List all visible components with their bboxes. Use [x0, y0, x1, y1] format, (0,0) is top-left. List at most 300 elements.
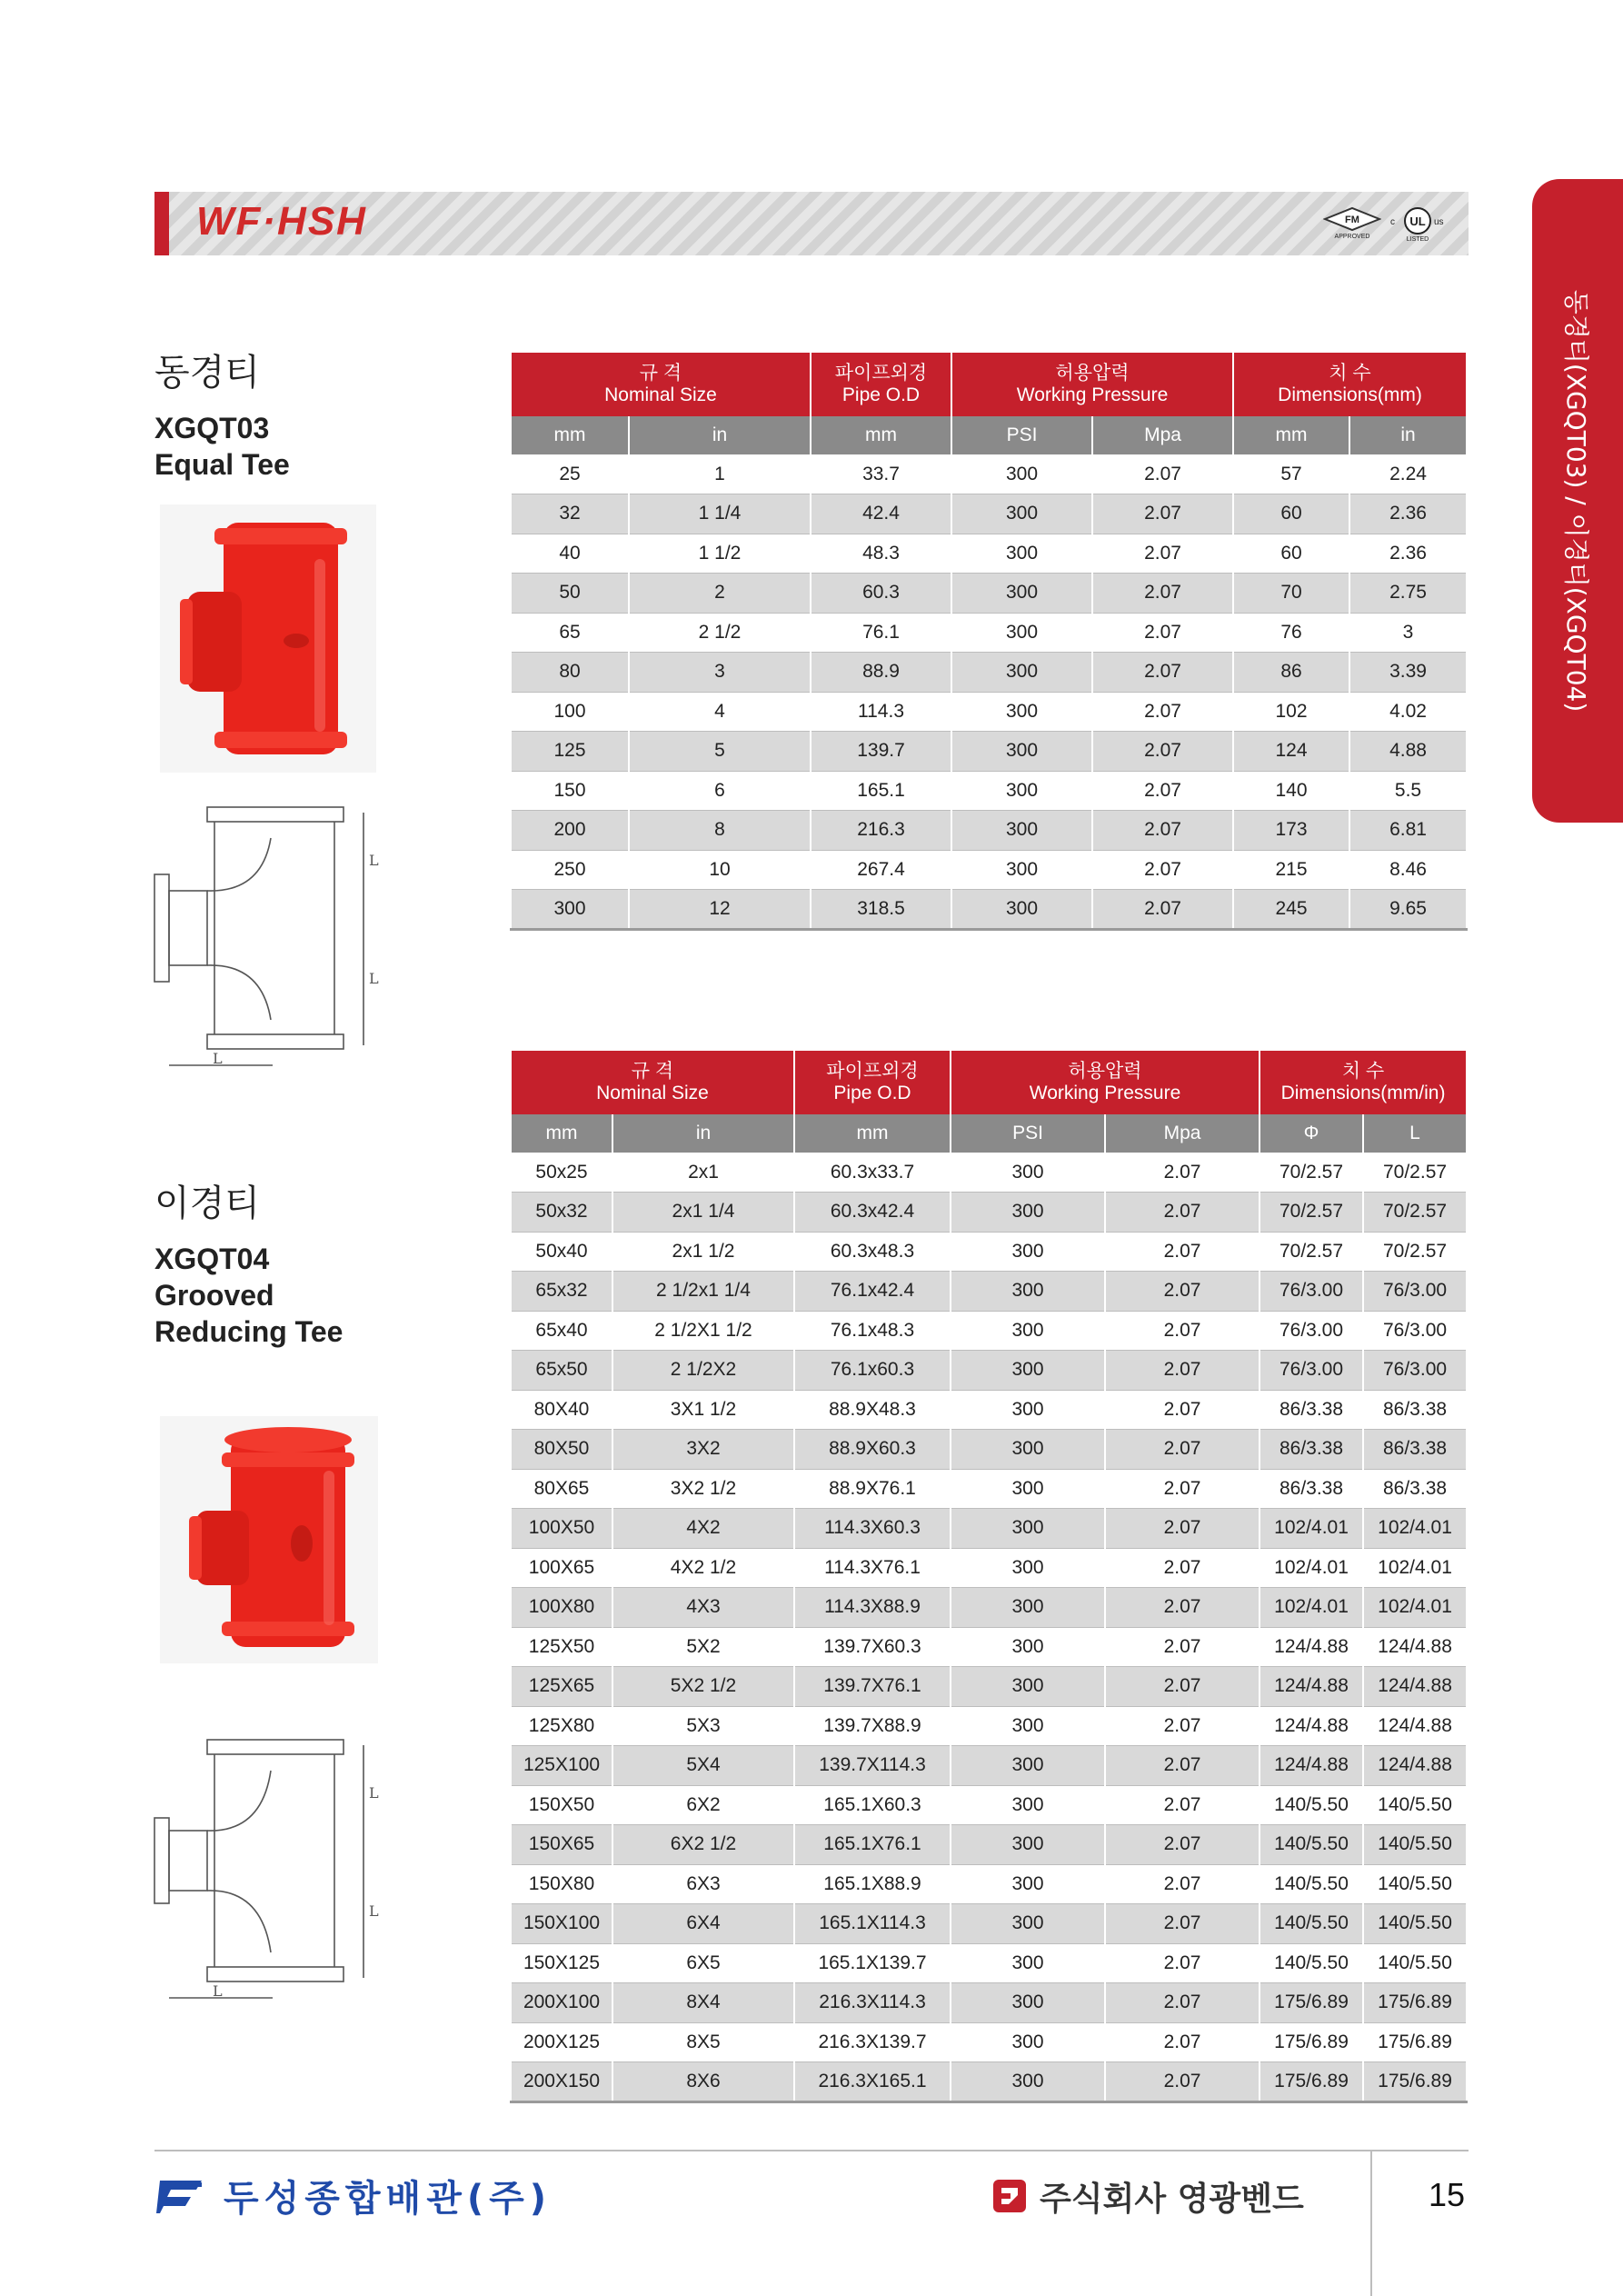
table-cell: 65x40 [511, 1311, 612, 1351]
table-cell: 2.07 [1105, 1667, 1260, 1707]
table-cell: 76.1x48.3 [794, 1311, 951, 1351]
table-cell: 50 [511, 574, 629, 614]
table-group-header: 규 격 Nominal Size [511, 353, 811, 416]
column-header: in [612, 1114, 794, 1153]
table-cell: 165.1X88.9 [794, 1864, 951, 1904]
equal-tee-name: Equal Tee [154, 448, 290, 481]
table-row [511, 494, 1467, 534]
table-cell: 150X65 [511, 1825, 612, 1865]
table-cell: 165.1X139.7 [794, 1943, 951, 1983]
table-cell: 88.9X76.1 [794, 1469, 951, 1509]
table-cell: 1 1/4 [629, 494, 811, 534]
table-group-header: 파이프외경 Pipe O.D [794, 1051, 951, 1114]
reducing-tee-title-kr: 이경티 [154, 1183, 260, 1224]
table-cell: 6X4 [612, 1904, 794, 1944]
table-cell: 32 [511, 494, 629, 534]
table-row [511, 1430, 1467, 1470]
table-cell: 102/4.01 [1260, 1548, 1363, 1588]
table-row [511, 1272, 1467, 1312]
table-cell: 6X3 [612, 1864, 794, 1904]
table-cell: 300 [951, 454, 1092, 494]
table-cell: 80X65 [511, 1469, 612, 1509]
table-cell: 5X2 [612, 1627, 794, 1667]
table-cell: 40 [511, 534, 629, 574]
table-cell: 175/6.89 [1363, 2062, 1467, 2102]
table-cell: 5X2 1/2 [612, 1667, 794, 1707]
table-cell: 4.88 [1349, 732, 1467, 772]
equal-tee-title-kr: 동경티 [154, 352, 260, 394]
reducing-tee-name-line2: Reducing Tee [154, 1315, 344, 1348]
table-cell: 150 [511, 771, 629, 811]
table-cell: 102/4.01 [1363, 1588, 1467, 1628]
table-cell: 5 [629, 732, 811, 772]
svg-text:L: L [369, 1784, 379, 1802]
column-header: Mpa [1105, 1114, 1260, 1153]
table-cell: 216.3X114.3 [794, 1983, 951, 2023]
table-cell: 140/5.50 [1260, 1825, 1363, 1865]
table-cell: 2.07 [1092, 811, 1233, 851]
table-cell: 1 [629, 454, 811, 494]
table-cell: 300 [951, 1785, 1105, 1825]
table-cell: 8X5 [612, 2022, 794, 2062]
table-cell: 2.07 [1105, 1430, 1260, 1470]
table-cell: 80 [511, 653, 629, 693]
table-cell: 2.07 [1105, 1746, 1260, 1786]
table-cell: 2.24 [1349, 454, 1467, 494]
table-cell: 165.1X114.3 [794, 1904, 951, 1944]
table-cell: 70/2.57 [1260, 1193, 1363, 1233]
svg-text:us: us [1434, 217, 1444, 227]
table-cell: 2.07 [1105, 1785, 1260, 1825]
table-cell: 300 [951, 653, 1092, 693]
table-cell: 300 [951, 850, 1092, 890]
table-cell: 8X6 [612, 2062, 794, 2102]
table-cell: 300 [951, 771, 1092, 811]
svg-text:L: L [213, 1982, 223, 2000]
dusung-logo-icon [154, 2173, 207, 2217]
table-row [511, 1548, 1467, 1588]
table-cell: 5X3 [612, 1706, 794, 1746]
table-cell: 48.3 [811, 534, 951, 574]
table-cell: 42.4 [811, 494, 951, 534]
svg-text:LISTED: LISTED [1406, 236, 1429, 243]
table-cell: 50x40 [511, 1232, 612, 1272]
table-cell: 215 [1233, 850, 1349, 890]
table-cell: 150X50 [511, 1785, 612, 1825]
table-cell: 88.9X60.3 [794, 1430, 951, 1470]
table-cell: 300 [951, 1746, 1105, 1786]
equal-tee-drawing [153, 802, 391, 1080]
table-group-header: 허용압력 Working Pressure [951, 353, 1233, 416]
table-cell: 2.07 [1105, 1351, 1260, 1391]
equal-tee-spec-table [510, 353, 1468, 931]
table-cell: 102/4.01 [1363, 1509, 1467, 1549]
footer-left-company [154, 2168, 552, 2222]
table-cell: 165.1 [811, 771, 951, 811]
table-cell: 140/5.50 [1260, 1943, 1363, 1983]
table-cell: 2.07 [1105, 2062, 1260, 2102]
table-row [511, 1469, 1467, 1509]
svg-text:L: L [369, 852, 379, 869]
table-cell: 65x32 [511, 1272, 612, 1312]
table-cell: 140/5.50 [1363, 1825, 1467, 1865]
table-row [511, 1509, 1467, 1549]
table-cell: 125X65 [511, 1667, 612, 1707]
table-cell: 6.81 [1349, 811, 1467, 851]
table-cell: 76.1x42.4 [794, 1272, 951, 1312]
table-cell: 125 [511, 732, 629, 772]
table-cell: 2.07 [1105, 1983, 1260, 2023]
table-row [511, 1825, 1467, 1865]
table-group-header: 허용압력 Working Pressure [951, 1051, 1260, 1114]
table-cell: 5.5 [1349, 771, 1467, 811]
table-cell: 100X50 [511, 1509, 612, 1549]
table-cell: 150X125 [511, 1943, 612, 1983]
table-cell: 175/6.89 [1260, 2022, 1363, 2062]
table-cell: 139.7X88.9 [794, 1706, 951, 1746]
table-cell: 2.36 [1349, 494, 1467, 534]
table-cell: 300 [951, 1193, 1105, 1233]
table-cell: 76/3.00 [1260, 1311, 1363, 1351]
table-cell: 70/2.57 [1363, 1232, 1467, 1272]
table-cell: 4X2 1/2 [612, 1548, 794, 1588]
table-cell: 102/4.01 [1363, 1548, 1467, 1588]
table-cell: 2.07 [1092, 494, 1233, 534]
table-cell: 88.9X48.3 [794, 1390, 951, 1430]
table-cell: 86 [1233, 653, 1349, 693]
table-cell: 6X2 1/2 [612, 1825, 794, 1865]
table-cell: 140/5.50 [1363, 1864, 1467, 1904]
table-cell: 300 [951, 534, 1092, 574]
table-cell: 2x1 [612, 1153, 794, 1193]
table-cell: 140/5.50 [1260, 1904, 1363, 1944]
table-cell: 140/5.50 [1260, 1785, 1363, 1825]
reducing-tee-photo [160, 1416, 378, 1663]
table-row [511, 574, 1467, 614]
table-cell: 2.07 [1105, 1232, 1260, 1272]
equal-tee-photo [160, 504, 376, 773]
table-cell: 86/3.38 [1260, 1390, 1363, 1430]
table-cell: 300 [951, 1351, 1105, 1391]
table-cell: 2 1/2 [629, 613, 811, 653]
table-row [511, 1232, 1467, 1272]
table-cell: 200X100 [511, 1983, 612, 2023]
table-cell: 86/3.38 [1363, 1469, 1467, 1509]
table-row [511, 1983, 1467, 2023]
table-cell: 10 [629, 850, 811, 890]
page-number: 15 [1429, 2176, 1466, 2213]
table-cell: 3 [629, 653, 811, 693]
side-tab [1532, 179, 1623, 823]
column-header: mm [794, 1114, 951, 1153]
table-cell: 70/2.57 [1363, 1153, 1467, 1193]
table-cell: 140/5.50 [1260, 1864, 1363, 1904]
table-group-header: 치 수 Dimensions(mm/in) [1260, 1051, 1467, 1114]
table-cell: 2.07 [1105, 1272, 1260, 1312]
table-cell: 76.1 [811, 613, 951, 653]
svg-text:FM: FM [1345, 215, 1359, 225]
table-cell: 2.07 [1092, 732, 1233, 772]
table-cell: 1 1/2 [629, 534, 811, 574]
table-cell: 124/4.88 [1363, 1746, 1467, 1786]
table-row [511, 1904, 1467, 1944]
table-cell: 140 [1233, 771, 1349, 811]
table-row [511, 1351, 1467, 1391]
table-cell: 3 [1349, 613, 1467, 653]
table-cell: 2.75 [1349, 574, 1467, 614]
column-header: mm [511, 1114, 612, 1153]
svg-text:L: L [213, 1050, 223, 1067]
table-cell: 8.46 [1349, 850, 1467, 890]
table-cell: 175/6.89 [1363, 1983, 1467, 2023]
table-cell: 9.65 [1349, 890, 1467, 930]
table-cell: 300 [951, 2062, 1105, 2102]
table-cell: 125X50 [511, 1627, 612, 1667]
table-cell: 86/3.38 [1363, 1390, 1467, 1430]
table-cell: 300 [511, 890, 629, 930]
svg-text:L: L [369, 970, 379, 987]
fm-approved-icon [1323, 206, 1381, 241]
table-cell: 4X2 [612, 1509, 794, 1549]
table-cell: 76/3.00 [1363, 1351, 1467, 1391]
table-cell: 2.07 [1105, 1509, 1260, 1549]
table-cell: 300 [951, 1864, 1105, 1904]
table-cell: 2.07 [1105, 1311, 1260, 1351]
table-cell: 2.07 [1105, 1706, 1260, 1746]
table-cell: 114.3X76.1 [794, 1548, 951, 1588]
table-row [511, 1864, 1467, 1904]
table-cell: 3X2 [612, 1430, 794, 1470]
column-header: mm [1233, 416, 1349, 454]
reducing-tee-code: XGQT04 [154, 1243, 270, 1275]
table-cell: 12 [629, 890, 811, 930]
table-cell: 2.07 [1105, 1469, 1260, 1509]
table-cell: 5X4 [612, 1746, 794, 1786]
table-row [511, 1193, 1467, 1233]
table-cell: 60 [1233, 494, 1349, 534]
table-cell: 2.07 [1092, 653, 1233, 693]
table-cell: 150X100 [511, 1904, 612, 1944]
table-cell: 140/5.50 [1363, 1785, 1467, 1825]
table-cell: 300 [951, 1430, 1105, 1470]
table-cell: 2.07 [1092, 534, 1233, 574]
table-cell: 70 [1233, 574, 1349, 614]
table-cell: 318.5 [811, 890, 951, 930]
column-header: in [1349, 416, 1467, 454]
column-header: in [629, 416, 811, 454]
table-cell: 2.07 [1092, 890, 1233, 930]
column-header: Φ [1260, 1114, 1363, 1153]
table-cell: 2.07 [1092, 850, 1233, 890]
table-cell: 124/4.88 [1260, 1706, 1363, 1746]
table-cell: 102 [1233, 692, 1349, 732]
table-cell: 140/5.50 [1363, 1904, 1467, 1944]
table-cell: 2.07 [1105, 1193, 1260, 1233]
table-group-header: 규 격 Nominal Size [511, 1051, 794, 1114]
table-row [511, 811, 1467, 851]
table-cell: 175/6.89 [1260, 2062, 1363, 2102]
table-cell: 6X5 [612, 1943, 794, 1983]
table-cell: 245 [1233, 890, 1349, 930]
table-cell: 216.3 [811, 811, 951, 851]
table-row [511, 1667, 1467, 1707]
table-cell: 2 1/2x1 1/4 [612, 1272, 794, 1312]
table-cell: 124/4.88 [1260, 1627, 1363, 1667]
table-cell: 70/2.57 [1260, 1153, 1363, 1193]
footer-right-company [992, 2171, 1304, 2221]
table-cell: 300 [951, 1983, 1105, 2023]
table-cell: 80X50 [511, 1430, 612, 1470]
table-cell: 300 [951, 494, 1092, 534]
table-cell: 2.07 [1105, 1548, 1260, 1588]
column-header: mm [811, 416, 951, 454]
table-row [511, 534, 1467, 574]
table-cell: 200X150 [511, 2062, 612, 2102]
table-cell: 300 [951, 1390, 1105, 1430]
table-cell: 2 [629, 574, 811, 614]
table-cell: 300 [951, 1469, 1105, 1509]
table-group-header: 치 수 Dimensions(mm) [1233, 353, 1467, 416]
column-header: L [1363, 1114, 1467, 1153]
table-cell: 57 [1233, 454, 1349, 494]
table-cell: 125X80 [511, 1706, 612, 1746]
table-cell: 2.07 [1105, 2022, 1260, 2062]
table-cell: 76/3.00 [1363, 1311, 1467, 1351]
table-cell: 33.7 [811, 454, 951, 494]
table-cell: 2.07 [1092, 454, 1233, 494]
table-cell: 4.02 [1349, 692, 1467, 732]
table-cell: 76/3.00 [1260, 1272, 1363, 1312]
footer-right-company-name: 주식회사 영광벤드 [1040, 2180, 1304, 2218]
table-cell: 2.07 [1105, 1825, 1260, 1865]
svg-text:UL: UL [1409, 215, 1426, 228]
table-cell: 60.3x48.3 [794, 1232, 951, 1272]
table-group-header: 파이프외경 Pipe O.D [811, 353, 951, 416]
table-cell: 124/4.88 [1363, 1706, 1467, 1746]
table-cell: 88.9 [811, 653, 951, 693]
table-cell: 2x1 1/2 [612, 1232, 794, 1272]
table-cell: 300 [951, 1153, 1105, 1193]
table-row [511, 613, 1467, 653]
table-row [511, 653, 1467, 693]
equal-tee-code: XGQT03 [154, 412, 270, 444]
table-row [511, 1785, 1467, 1825]
table-cell: 3X1 1/2 [612, 1390, 794, 1430]
table-cell: 300 [951, 732, 1092, 772]
table-row [511, 454, 1467, 494]
table-cell: 102/4.01 [1260, 1509, 1363, 1549]
table-cell: 25 [511, 454, 629, 494]
table-cell: 86/3.38 [1260, 1430, 1363, 1470]
table-cell: 2.07 [1092, 574, 1233, 614]
table-row [511, 1311, 1467, 1351]
table-cell: 165.1X76.1 [794, 1825, 951, 1865]
table-cell: 60 [1233, 534, 1349, 574]
table-cell: 300 [951, 890, 1092, 930]
table-cell: 4 [629, 692, 811, 732]
table-cell: 200X125 [511, 2022, 612, 2062]
table-cell: 60.3 [811, 574, 951, 614]
table-cell: 140/5.50 [1363, 1943, 1467, 1983]
table-row [511, 771, 1467, 811]
table-cell: 300 [951, 692, 1092, 732]
table-row [511, 1746, 1467, 1786]
table-cell: 2.07 [1105, 1943, 1260, 1983]
header-accent [154, 192, 169, 255]
reducing-tee-name-line1: Grooved [154, 1279, 274, 1312]
table-cell: 124/4.88 [1260, 1746, 1363, 1786]
table-cell: 267.4 [811, 850, 951, 890]
table-cell: 114.3X88.9 [794, 1588, 951, 1628]
table-cell: 50x25 [511, 1153, 612, 1193]
table-cell: 76 [1233, 613, 1349, 653]
table-cell: 250 [511, 850, 629, 890]
table-cell: 125X100 [511, 1746, 612, 1786]
table-cell: 102/4.01 [1260, 1588, 1363, 1628]
footer-left-company-name: 두성종합배관(주) [224, 2177, 553, 2220]
table-cell: 124/4.88 [1363, 1667, 1467, 1707]
table-row [511, 1943, 1467, 1983]
table-cell: 300 [951, 1272, 1105, 1312]
table-cell: 60.3x42.4 [794, 1193, 951, 1233]
table-cell: 300 [951, 1943, 1105, 1983]
table-cell: 65x50 [511, 1351, 612, 1391]
footer-divider [154, 2150, 1469, 2151]
table-row [511, 1390, 1467, 1430]
table-cell: 300 [951, 1706, 1105, 1746]
table-row [511, 850, 1467, 890]
table-row [511, 2062, 1467, 2102]
table-cell: 150X80 [511, 1864, 612, 1904]
table-cell: 3.39 [1349, 653, 1467, 693]
table-row [511, 2022, 1467, 2062]
table-cell: 86/3.38 [1363, 1430, 1467, 1470]
table-cell: 175/6.89 [1363, 2022, 1467, 2062]
svg-text:c: c [1390, 217, 1395, 227]
table-cell: 76.1x60.3 [794, 1351, 951, 1391]
ul-listed-icon [1387, 205, 1450, 243]
table-cell: 3X2 1/2 [612, 1469, 794, 1509]
table-cell: 100 [511, 692, 629, 732]
table-row [511, 732, 1467, 772]
table-cell: 2.07 [1105, 1864, 1260, 1904]
table-cell: 139.7X114.3 [794, 1746, 951, 1786]
table-row [511, 1588, 1467, 1628]
table-cell: 60.3x33.7 [794, 1153, 951, 1193]
table-cell: 100X65 [511, 1548, 612, 1588]
table-cell: 139.7X76.1 [794, 1667, 951, 1707]
table-cell: 216.3X165.1 [794, 2062, 951, 2102]
svg-text:L: L [369, 1902, 379, 1920]
table-cell: 300 [951, 574, 1092, 614]
table-cell: 2.07 [1105, 1153, 1260, 1193]
table-cell: 2 1/2X1 1/2 [612, 1311, 794, 1351]
table-cell: 2 1/2X2 [612, 1351, 794, 1391]
younggwang-logo-icon [992, 2179, 1027, 2213]
table-cell: 4X3 [612, 1588, 794, 1628]
table-cell: 6 [629, 771, 811, 811]
table-cell: 114.3 [811, 692, 951, 732]
table-cell: 70/2.57 [1260, 1232, 1363, 1272]
table-cell: 300 [951, 1825, 1105, 1865]
table-cell: 100X80 [511, 1588, 612, 1628]
table-cell: 2x1 1/4 [612, 1193, 794, 1233]
table-cell: 50x32 [511, 1193, 612, 1233]
table-cell: 80X40 [511, 1390, 612, 1430]
table-cell: 216.3X139.7 [794, 2022, 951, 2062]
table-cell: 86/3.38 [1260, 1469, 1363, 1509]
table-cell: 65 [511, 613, 629, 653]
